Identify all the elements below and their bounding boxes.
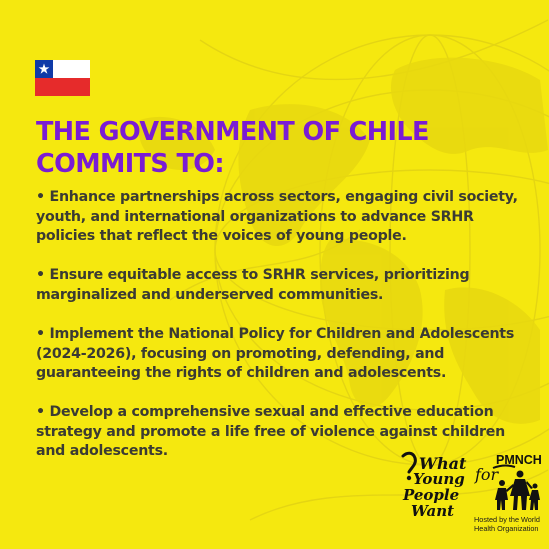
hosted-line-2: Health Organization <box>474 524 539 533</box>
wypw-line-3: People <box>403 486 460 504</box>
list-item: • Enhance partnerships across sectors, engaging civil society, youth, and international organizations to advance SRHR policies that reflect the voices of young people. <box>36 189 518 245</box>
pmnch-logo <box>473 450 543 512</box>
list-item: • Ensure equitable access to SRHR services, prioritizing marginalized and underserved communities. <box>36 267 470 303</box>
list-item: • Implement the National Policy for Children and Adolescents (2024-2026), focusing on promoting, defending, and guaranteeing the rights of children and adolescents. <box>36 325 515 382</box>
wypw-line-2: Young <box>413 470 465 488</box>
list-item: • Develop a comprehensive sexual and effective education strategy and promote a life free of violence against children and adolescents. <box>36 404 505 460</box>
page-title <box>36 116 506 180</box>
commitments-list <box>36 188 536 482</box>
pmnch-name: PMNCH <box>496 453 542 467</box>
wypw-line-1: What <box>419 454 467 473</box>
chile-flag-icon <box>35 60 90 96</box>
what-young-people-want-logo <box>399 450 469 520</box>
hosted-by-note <box>474 515 544 533</box>
family-icon <box>495 471 540 511</box>
hosted-line-1: Hosted by the World <box>474 515 540 524</box>
title-line-1: THE GOVERNMENT OF CHILE <box>36 117 429 147</box>
title-line-2: COMMITS TO: <box>36 149 224 179</box>
wypw-line-4: Want <box>411 502 455 520</box>
pmnch-for-label: for <box>475 465 499 484</box>
